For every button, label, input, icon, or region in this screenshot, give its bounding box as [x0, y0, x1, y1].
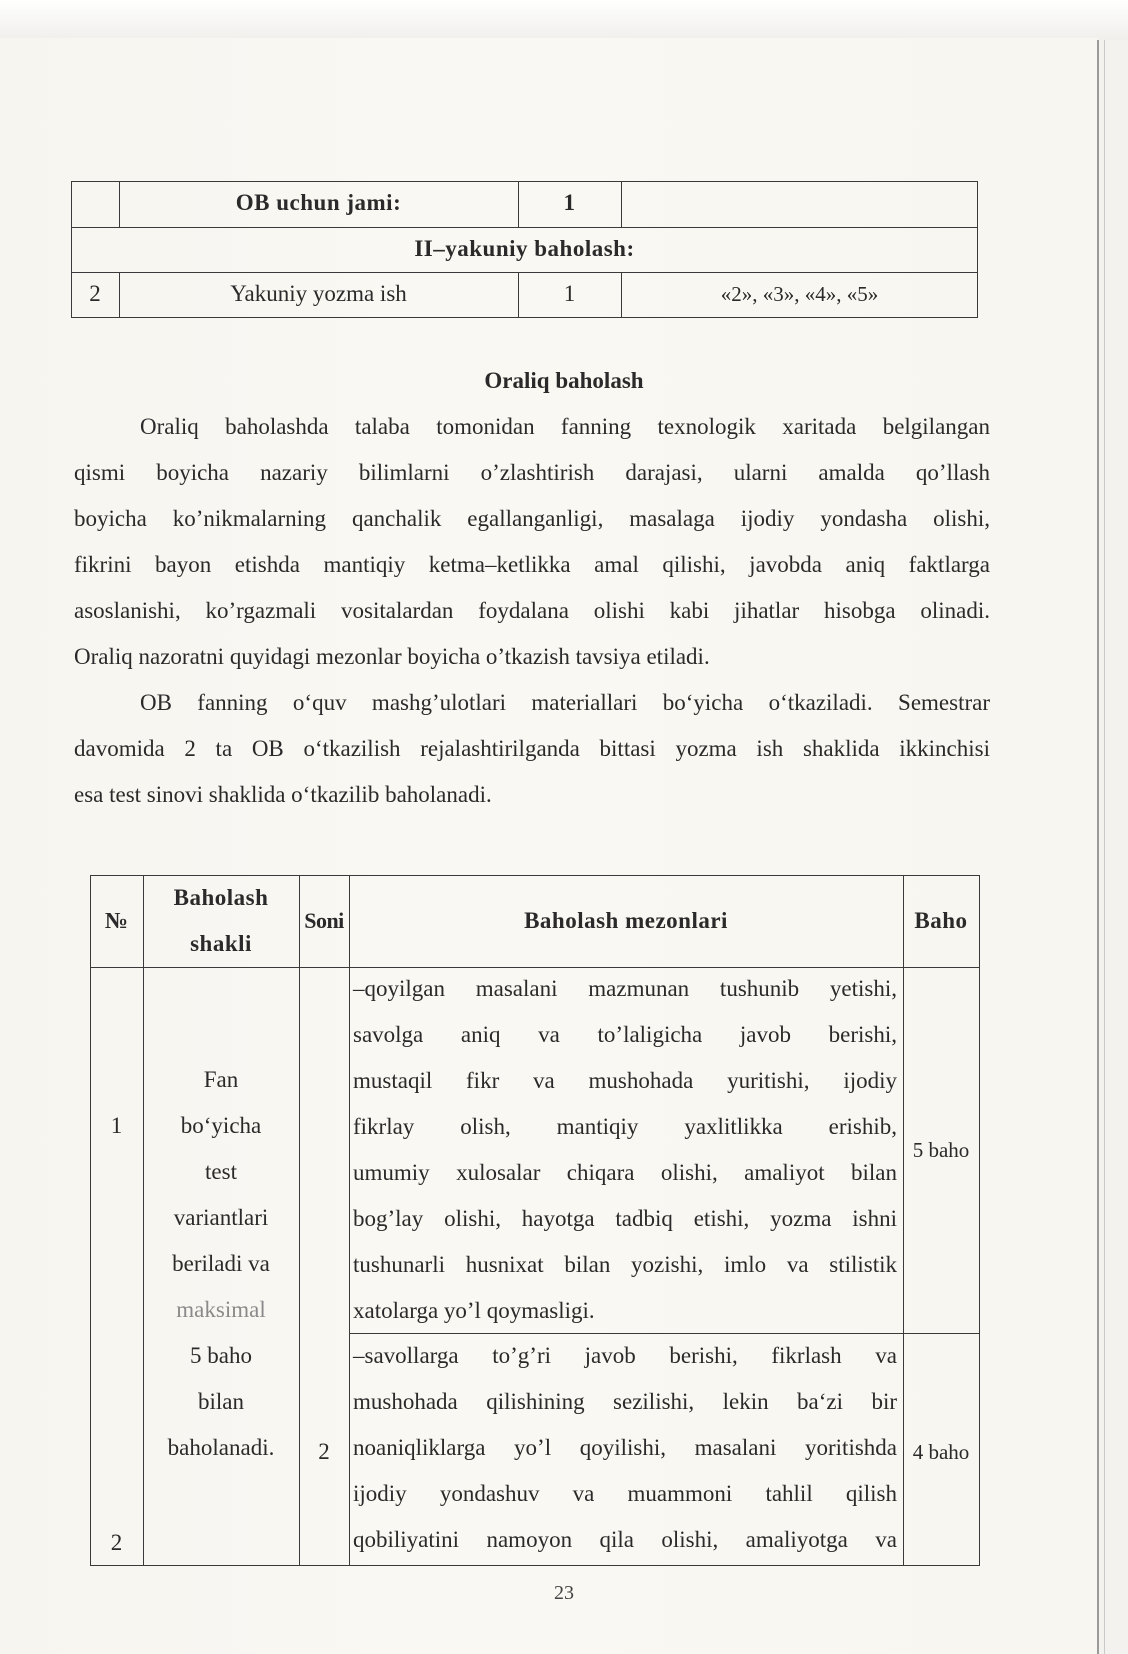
criteria-line: mustaqil fikr va mushohada yuritishi, ijodiy	[353, 1068, 897, 1093]
table-border	[90, 875, 91, 1566]
criteria-line: –savollarga to’g’ri javob berishi, fikrlash va	[353, 1343, 897, 1368]
table-border	[90, 967, 980, 968]
table-border	[90, 875, 980, 876]
paragraph-line: OB fanning o‘quv mashg’ulotlari materiallari bo‘yicha o‘tkaziladi. Semestrar	[140, 690, 990, 715]
criteria-line: noaniqliklarga yo’l qoyilishi, masalani yoritishda	[353, 1435, 897, 1460]
header-number: №	[104, 908, 129, 933]
header-grade: Baho	[914, 908, 968, 933]
table-border	[621, 181, 622, 227]
form-text-line: variantlari	[173, 1205, 269, 1230]
ob-total-count: 1	[563, 190, 576, 215]
page-edge-shadow	[1104, 40, 1105, 1654]
paragraph-line: fikrini bayon etishda mantiqiy ketma–ketlikka amal qilishi, javobda aniq faktlarga	[74, 552, 990, 577]
criteria-line: umumiy xulosalar chiqara olishi, amaliyot bilan	[353, 1160, 897, 1185]
criteria-line: ijodiy yondashuv va muammoni tahlil qilish	[353, 1481, 897, 1506]
header-count: Soni	[304, 908, 344, 933]
grade-value: 4 baho	[912, 1440, 970, 1464]
criteria-line: fikrlay olish, mantiqiy yaxlitlikka erishib,	[353, 1114, 897, 1139]
final-assessment-table	[71, 181, 978, 317]
criteria-line: savolga aniq va to’laligicha javob berishi,	[353, 1022, 897, 1047]
paragraph-line: davomida 2 ta OB o‘tkazilish rejalashtirilganda bittasi yozma ish shaklida ikkinchisi	[74, 736, 990, 761]
final-row-number: 2	[89, 281, 101, 306]
paragraph-line: asoslanishi, ko’rgazmali vositalardan foydalana olishi kabi jihatlar hisobga olinadi.	[74, 598, 990, 623]
table-border	[71, 181, 978, 182]
criteria-line: tushunarli husnixat bilan yozishi, imlo va stilistik	[353, 1252, 897, 1277]
form-text-line: maksimal	[176, 1297, 266, 1322]
ob-total-label: OB uchun jami:	[235, 190, 402, 215]
row-count: 2	[318, 1439, 330, 1464]
header-form: shakli	[190, 931, 252, 956]
criteria-line: mushohada qilishining sezilishi, lekin ba‘zi bir	[353, 1389, 897, 1414]
paragraph-line: Oraliq baholashda talaba tomonidan fanning texnologik xaritada belgilangan	[140, 414, 990, 439]
criteria-line: qobiliyatini namoyon qila olishi, amaliyotga va	[353, 1527, 897, 1552]
row-number: 2	[110, 1530, 123, 1555]
form-text-line: Fan	[203, 1067, 239, 1092]
table-border	[71, 272, 978, 273]
final-row-grades: «2», «3», «4», «5»	[720, 282, 879, 306]
form-text-line: bilan	[198, 1389, 244, 1414]
row-number: 1	[110, 1113, 123, 1138]
grade-value: 5 baho	[912, 1138, 970, 1162]
table-border	[979, 875, 980, 1566]
header-form: Baholash	[173, 885, 269, 910]
form-text-line: baholanadi.	[167, 1435, 275, 1460]
criteria-table	[90, 875, 980, 1566]
paragraph-line: boyicha ko’nikmalarning qanchalik egallanganligi, masalaga ijodiy yondasha olishi,	[74, 506, 990, 531]
table-border	[349, 875, 350, 1566]
form-text-line: 5 baho	[190, 1343, 252, 1368]
paragraph-line: Oraliq nazoratni quyidagi mezonlar boyicha o’tkazish tavsiya etiladi.	[74, 644, 710, 669]
paragraph-line: qismi boyicha nazariy bilimlarni o’zlashtirish darajasi, ularni amalda qo’llash	[74, 460, 990, 485]
criteria-line: –qoyilgan masalani mazmunan tushunib yetishi,	[353, 976, 897, 1001]
form-text-line: beriladi va	[172, 1251, 270, 1276]
table-border	[90, 1565, 980, 1566]
table-border	[349, 1333, 980, 1334]
header-criteria: Baholash mezonlari	[524, 908, 728, 933]
table-border	[71, 227, 978, 228]
criteria-line: xatolarga yo’l qoymasligi.	[353, 1298, 595, 1323]
table-border	[71, 317, 978, 318]
criteria-line: bog’lay olishi, hayotga tadbiq etishi, yozma ishni	[353, 1206, 897, 1231]
scan-top-margin	[0, 0, 1128, 40]
section-heading: Oraliq baholash	[484, 368, 644, 393]
final-row-count: 1	[563, 281, 576, 306]
form-text-line: bo‘yicha	[180, 1113, 262, 1138]
page-number: 23	[554, 1582, 574, 1604]
page-edge	[1097, 40, 1099, 1654]
final-row-label: Yakuniy yozma ish	[230, 281, 407, 306]
final-assessment-header: II–yakuniy baholash:	[414, 236, 635, 261]
form-text-line: test	[205, 1159, 237, 1184]
paragraph-line: esa test sinovi shaklida o‘tkazilib baholanadi.	[74, 782, 492, 807]
